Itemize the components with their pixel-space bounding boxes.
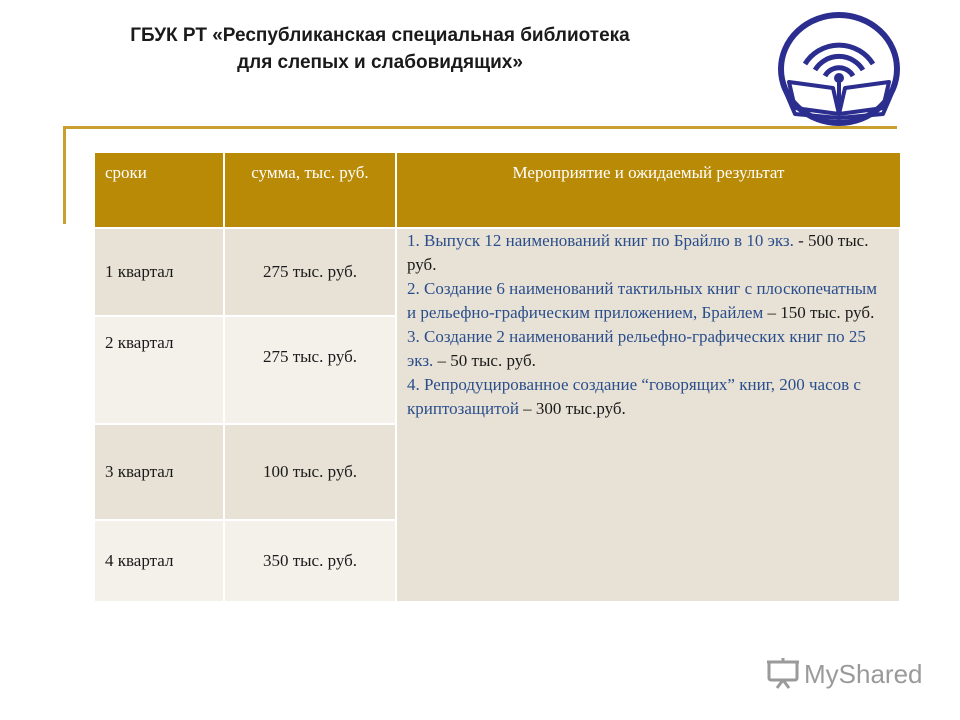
header-sum: сумма, тыс. руб. — [224, 153, 396, 228]
watermark-text: MyShared — [804, 658, 923, 689]
activity-cost: - 500 тыс. руб. — [407, 231, 869, 274]
activity-item — [407, 229, 889, 277]
activity-text: 3. Создание 2 наименований рельефно-графических книг по 25 экз. — [407, 327, 866, 370]
quarter-cell: 3 квартал — [95, 424, 224, 520]
activity-cost: – 300 тыс.руб. — [518, 399, 626, 418]
library-logo-icon — [775, 10, 903, 128]
accent-rule-vertical — [63, 126, 66, 224]
title-line-1: ГБУК РТ «Республиканская специальная библиотека — [130, 25, 630, 46]
sum-cell: 100 тыс. руб. — [224, 424, 396, 520]
header-activity: Мероприятие и ожидаемый результат — [396, 153, 900, 228]
header-period: сроки — [95, 153, 224, 228]
watermark — [766, 656, 923, 692]
activity-item — [407, 325, 889, 373]
quarter-cell: 1 квартал — [95, 228, 224, 316]
sum-cell: 275 тыс. руб. — [224, 316, 396, 424]
page-title — [50, 22, 710, 76]
activity-text: 4. Репродуцированное создание “говорящих” книг, 200 часов с криптозащитой — [407, 375, 861, 418]
activity-item — [407, 277, 889, 325]
title-line-2: для слепых и слабовидящих» — [237, 52, 523, 73]
sum-cell: 350 тыс. руб. — [224, 520, 396, 601]
activity-cost: – 50 тыс. руб. — [433, 351, 536, 370]
table-row — [95, 228, 900, 316]
budget-table — [95, 153, 901, 601]
activity-cell — [396, 228, 900, 601]
activity-item — [407, 373, 889, 421]
presentation-icon — [766, 658, 800, 690]
quarter-cell: 2 квартал — [95, 316, 224, 424]
activity-text: 1. Выпуск 12 наименований книг по Брайлю в 10 экз. — [407, 231, 794, 250]
activity-text: 2. Создание 6 наименований тактильных книг с плоскопечатным и рельефно-графическим приложением, Брайлем — [407, 279, 877, 322]
table-header-row — [95, 153, 900, 228]
sum-cell: 275 тыс. руб. — [224, 228, 396, 316]
accent-rule-horizontal — [63, 126, 897, 129]
quarter-cell: 4 квартал — [95, 520, 224, 601]
activity-cost: – 150 тыс. руб. — [763, 303, 875, 322]
